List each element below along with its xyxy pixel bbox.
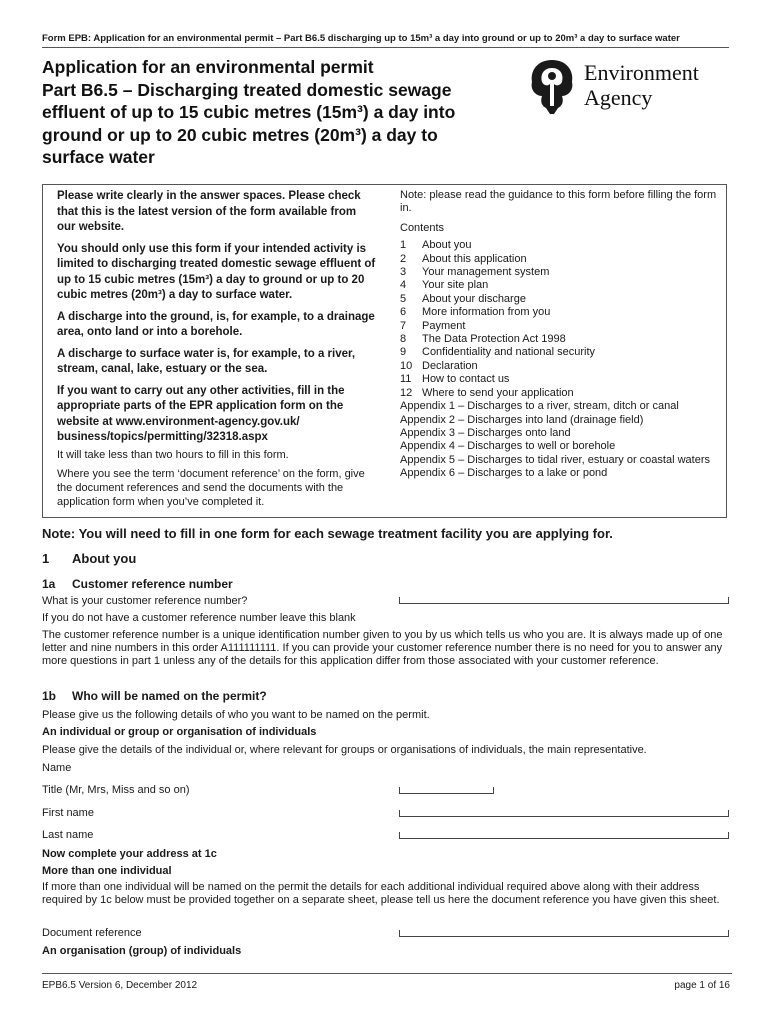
question-label: What is your customer reference number? (42, 595, 248, 607)
title-line: Part B6.5 – Discharging treated domestic sewage (42, 79, 452, 100)
individual-instructions: Please give the details of the individual or, where relevant for groups or organisations of individuals, the main representative. (42, 744, 647, 756)
contents-item[interactable]: 9 Confidentiality and national security (400, 346, 596, 359)
customer-reference-field[interactable] (399, 597, 729, 604)
first-name-field[interactable] (399, 810, 729, 817)
last-name-field[interactable] (399, 832, 729, 839)
subsection-heading: 1b Who will be named on the permit? (42, 689, 267, 703)
document-reference-label: Document reference (42, 927, 142, 939)
form-note: Note: You will need to fill in one form for each sewage treatment facility you are applying for. (42, 526, 613, 541)
appendix-item[interactable]: Appendix 4 – Discharges to well or borehole (400, 440, 616, 453)
contents-item[interactable]: 3 Your management system (400, 266, 550, 279)
contents-list (400, 239, 720, 480)
intro-paragraph: You should only use this form if your intended activity is limited to discharging treated domestic sewage effluent of up to 15 cubic metres (15m³) a day to ground or up to 20 cubic metres (20m³) a day to surface water. (57, 242, 376, 301)
contents-item[interactable]: 4 Your site plan (400, 279, 489, 292)
intro-paragraph: Where you see the term ‘document reference’ on the form, give the document references and send the documents with the application form when you’ve completed it. (57, 467, 365, 508)
organisation-heading: An organisation (group) of individuals (42, 945, 242, 957)
contents-item[interactable]: 5 About your discharge (400, 292, 526, 305)
intro-column (57, 189, 377, 514)
individual-heading: An individual or group or organisation of individuals (42, 726, 317, 738)
crn-explanation: The customer reference number is a unique identification number given to you by us which tells us who you are. It is always made up of one letter and nine numbers in this order A111111111. If you can provide your customer reference number there is no need for you to answer any more questions in part 1 unless any of the details for this application differ from those associated with your customer reference. (42, 629, 723, 667)
guidance-note: Note: please read the guidance to this form before filling the form in. (400, 189, 717, 215)
contents-item[interactable]: 6 More information from you (400, 306, 551, 319)
environment-agency-tree-icon (524, 56, 580, 116)
document-reference-field[interactable] (399, 930, 729, 937)
page-number: page 1 of 16 (674, 980, 730, 991)
title-line: ground or up to 20 cubic metres (20m³) a day to (42, 124, 438, 145)
contents-item[interactable]: 2 About this application (400, 252, 527, 265)
more-than-one-heading: More than one individual (42, 865, 172, 877)
intro-paragraph: A discharge into the ground, is, for example, to a drainage area, onto land or into a borehole. (57, 310, 375, 338)
title-line: surface water (42, 147, 155, 167)
title-field[interactable] (399, 787, 494, 794)
contents-item[interactable]: 7 Payment (400, 319, 466, 332)
footer-version: EPB6.5 Version 6, December 2012 (42, 980, 198, 991)
title-line: Application for an environmental permit (42, 57, 374, 77)
footer-divider (42, 973, 732, 974)
logo-line: Environment (584, 60, 699, 85)
address-note: Now complete your address at 1c (42, 848, 217, 860)
intro-paragraph: Please write clearly in the answer spaces. Please check that this is the latest version of the form available from our website. (57, 190, 361, 233)
first-name-label: First name (42, 807, 94, 819)
intro-paragraph: If you want to carry out any other activities, fill in the appropriate parts of the EPR application form on the website at www.environment-agency.gov.uk/ business/topics/permitting/32318.aspx (57, 384, 345, 443)
intro-paragraph: A discharge to surface water is, for example, to a river, stream, canal, lake, estuary or the sea. (57, 347, 356, 375)
question-hint: If you do not have a customer reference number leave this blank (42, 612, 356, 624)
section-intro: Please give us the following details of who you want to be named on the permit. (42, 709, 430, 721)
appendix-item[interactable]: Appendix 2 – Discharges into land (drainage field) (400, 413, 644, 426)
header-divider (42, 47, 729, 48)
contents-column (400, 189, 720, 481)
contents-item[interactable]: 10 Declaration (400, 359, 478, 372)
form-header-line: Form EPB: Application for an environmental permit – Part B6.5 discharging up to 15m³ a day into ground or up to 20m³ a day to surface water (42, 33, 680, 44)
contents-item[interactable]: 1 About you (400, 239, 472, 252)
title-label: Title (Mr, Mrs, Miss and so on) (42, 784, 190, 796)
title-line: effluent of up to 15 cubic metres (15m³) a day into (42, 102, 456, 122)
section-heading: 1 About you (42, 551, 137, 566)
last-name-label: Last name (42, 829, 94, 841)
contents-item[interactable]: 8 The Data Protection Act 1998 (400, 333, 566, 346)
contents-item[interactable]: 12 Where to send your application (400, 386, 574, 399)
contents-heading: Contents (400, 221, 445, 234)
logo-line: Agency (584, 85, 653, 110)
agency-logo-text (584, 60, 699, 110)
appendix-item[interactable]: Appendix 1 – Discharges to a river, stream, ditch or canal (400, 400, 679, 413)
subsection-heading: 1a Customer reference number (42, 577, 233, 591)
intro-paragraph: It will take less than two hours to fill in this form. (57, 448, 289, 461)
contents-item[interactable]: 11 How to contact us (400, 373, 510, 386)
appendix-item[interactable]: Appendix 5 – Discharges to tidal river, estuary or coastal waters (400, 453, 710, 466)
appendix-item[interactable]: Appendix 6 – Discharges to a lake or pond (400, 467, 608, 480)
page-title (42, 56, 502, 169)
appendix-item[interactable]: Appendix 3 – Discharges onto land (400, 426, 571, 439)
more-than-one-text: If more than one individual will be named on the permit the details for each additional individual required above along with their address required by 1c below must be provided together on a separate sheet, please tell us here the document reference you have given this sheet. (42, 881, 720, 906)
name-label: Name (42, 762, 72, 774)
